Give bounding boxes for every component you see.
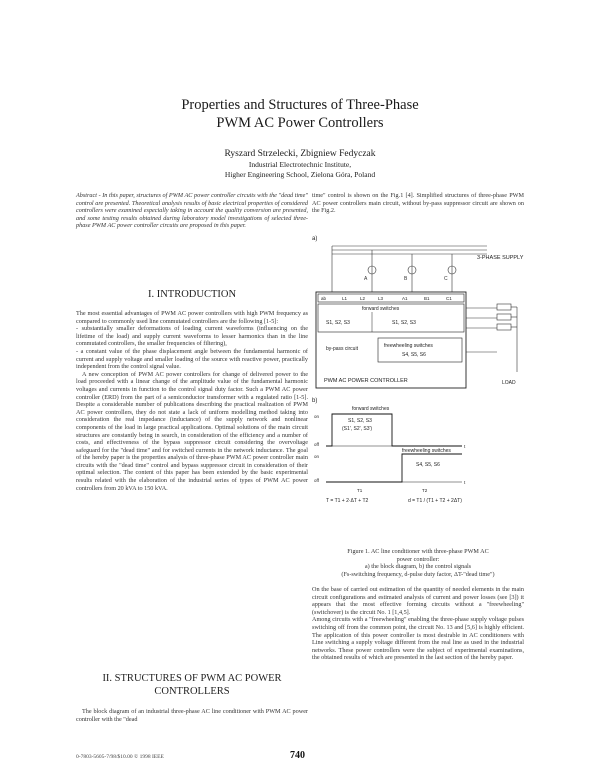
right-top-para: time" control is shown on the Fig.1 [4]. Simplified structures of three-phase PWM AC power controllers main circuit, without by-pass suppressor circuit are shown on the Fig.2.	[312, 192, 524, 215]
structures-para: The block diagram of an industrial three-phase AC line conditioner with PWM AC power controller with the "dead	[76, 708, 308, 723]
right-bottom-para-2: Among circuits with a "freewheeling" enabling the three-phase supply voltage pulses switching off from the common point, the circuit No. 13 and [5,6] is highly efficient. The application of this power controller is most desirable in AC conditioners with Line switching a supply voltage different from the real line as used in the industrial networks. These power controllers were the subject of experimental examinations, the obtained results of which are presented in the last section of the hereby paper.	[312, 616, 524, 662]
freewheel-sw: S4, S5, S6	[402, 352, 426, 358]
wave-forward-label: forward switches	[352, 406, 390, 412]
phase-label-b: B	[404, 276, 408, 282]
freewheel-label: freewheeling switches	[384, 343, 433, 349]
load-label: LOAD	[502, 380, 516, 386]
author-affiliation2: Higher Engineering School, Zielona Góra, Poland	[224, 170, 376, 179]
wave-t-1: t	[464, 444, 466, 449]
footer-code: 0-7803-5605-7/98/$10.00 © 1998 IEEE	[76, 754, 164, 760]
paper-title-line2: PWM AC Power Controllers	[216, 115, 384, 131]
wave-off-2: off	[314, 478, 319, 483]
supply-label: 3-PHASE SUPPLY	[477, 255, 524, 261]
caption-line3: a) the block diagram, b) the control signals	[364, 563, 472, 571]
author-names: Ryszard Strzelecki, Zbigniew Fedyczak	[224, 149, 376, 159]
phase-label-a: A	[364, 276, 368, 282]
wave-s123: S1, S2, S3	[348, 418, 372, 424]
load-lines	[466, 304, 517, 372]
top-strip	[318, 294, 464, 302]
forward-label: forward switches	[362, 306, 400, 312]
intro-para-3: - a constant value of the phase displacement angle between the fundamental harmonic of current and supply voltage and smaller loading of the source with reactive power, practically independent from the control signal value.	[76, 347, 308, 371]
wave-t-2: t	[464, 480, 466, 485]
top-label-0: ab	[321, 296, 327, 301]
wave-freewheel-label: freewheeling switches	[402, 448, 451, 454]
top-label-3: L3	[378, 296, 384, 301]
intro-para-4: A new conception of PWM AC power controllers for change of delivered power to the load proceeded with a linear change of the amplitude value of the fundamental harmonic voltages and currents in function to the control signal duty factor. Such a PWM AC power controller (ERD) from the part of a semiconductor transformer with a regulated ratio [1-5]. Despite a considerable number of publications describing the practical realization of PWM AC power controllers, they do not state a lack of uniform modelling method taking into consideration the real impedance (inductance) of the supply network and nonlinear components of the load in large practical applications. Optimal solutions of the main circuit structures are constantly being in search, in consideration of the efficiency and a number of costs, and effectiveness of the bypass suppressor circuit considering the overvoltage safeguard for the "dead time" and for switched currents in the network inductance. The goal of the hereby paper is the properties analysis of three-phase PWM AC power controller main circuits with the "dead time" control and bypass suppressor circuit in consideration of their optimal selection. The content of this paper has been extended by the basic experimental results related with the elaboration of the industrial series of types of PWM AC power controllers from 20 kVA to 150 kVA.	[76, 370, 308, 492]
structures-heading	[76, 672, 308, 698]
top-label-1: L1	[342, 296, 348, 301]
top-label-4: A1	[402, 296, 408, 301]
forward-sw1: S1, S2, S3	[326, 320, 350, 326]
formula-t: T = T1 + 2·ΔT + T2	[326, 498, 369, 504]
structures-heading-line2: CONTROLLERS	[154, 686, 230, 697]
wave-on-1: on	[314, 414, 320, 419]
formula-d: d = T1 / (T1 + T2 + 2ΔT)	[408, 498, 462, 504]
caption-line1: Figure 1. AC line conditioner with three-phase PWM AC	[347, 548, 489, 555]
figure-caption	[312, 548, 524, 578]
abstract-text: Abstract - In this paper, structures of PWM AC power controller circuits with the "dead time" control are presented. Theoretical analysis results of basic electrical properties of considered controllers were examined especially taking in account the quality conversion are presented, and some testing results obtained during laboratory model investigations of selected three-phase PWM AC power controller circuits are proposed in this paper.	[76, 192, 308, 230]
top-label-2: L2	[360, 296, 366, 301]
intro-para-1: The most essential advantages of PWM AC power controllers with high PWM frequency as compared to commonly used line commutated controllers are the following [1-5]:	[76, 310, 308, 325]
caption-line4: (Fs-switching frequency, d-pulse duty factor, ΔT-"dead time")	[341, 570, 495, 578]
author-affiliation1: Industrial Electrotechnic Institute,	[248, 160, 352, 169]
right-bottom	[312, 586, 524, 662]
figure-1	[312, 232, 527, 532]
author-block	[0, 148, 600, 180]
intro-para-2: - substantially smaller deformations of loading current waveforms (influencing on the lifetime of the load) and supply current waveforms to lesser harmonics than in the line commutated controllers, the smaller frequencies of filtering),	[76, 325, 308, 348]
page-number: 740	[290, 750, 305, 761]
freewheel-block	[378, 338, 462, 362]
phase-label-c: C	[444, 276, 448, 282]
top-label-6: C1	[446, 296, 452, 301]
top-label-5: B1	[424, 296, 430, 301]
caption-line2: power controller:	[396, 555, 440, 563]
right-bottom-para-1: On the base of carried out estimation of the quantity of needed elements in the main circuit configurations and estimated analysis of current and power losses (see [3]) it appears that the most effective forming circuits without a "freewheeling" (switchover) is the circuit No. 1 [1,4,5].	[312, 586, 524, 616]
wave-freewheel	[326, 454, 462, 482]
wave-on-2: on	[314, 454, 320, 459]
fig-label-a: a)	[312, 236, 318, 242]
paper-title-line1: Properties and Structures of Three-Phase	[181, 97, 419, 113]
wave-off-1: off	[314, 442, 319, 447]
controller-label: PWM AC POWER CONTROLLER	[324, 378, 408, 384]
wave-t1: T1	[357, 488, 363, 493]
fig-label-b: b)	[312, 398, 318, 404]
intro-heading: I. INTRODUCTION	[147, 289, 237, 300]
supply-lines	[332, 246, 487, 292]
abstract	[76, 192, 308, 230]
wave-t2: T2	[422, 488, 428, 493]
forward-sw2: S1, S2, S3	[392, 320, 416, 326]
wave-s123p: (S1', S2', S3')	[342, 426, 373, 432]
intro-body	[76, 310, 308, 492]
structures-heading-line1: II. STRUCTURES OF PWM AC POWER	[102, 673, 282, 684]
structures-body	[76, 708, 308, 723]
right-top	[312, 192, 524, 215]
bypass-label: by-pass circuit	[326, 346, 358, 352]
wave-s456: S4, S5, S6	[416, 462, 440, 468]
